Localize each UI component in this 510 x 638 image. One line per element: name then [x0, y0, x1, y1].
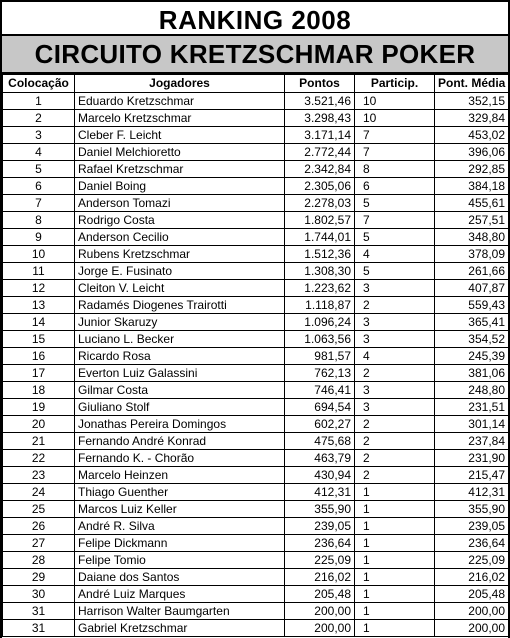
participations-cell: 2 — [355, 467, 435, 484]
table-row — [3, 348, 509, 365]
position-cell: 22 — [3, 450, 75, 467]
average-cell: 329,84 — [435, 110, 509, 127]
position-cell: 31 — [3, 603, 75, 620]
points-cell: 239,05 — [285, 518, 355, 535]
player-cell: Daniel Melchioretto — [75, 144, 285, 161]
table-row — [3, 263, 509, 280]
points-cell: 412,31 — [285, 484, 355, 501]
position-cell: 14 — [3, 314, 75, 331]
participations-cell: 1 — [355, 603, 435, 620]
player-cell: Everton Luiz Galassini — [75, 365, 285, 382]
position-cell: 12 — [3, 280, 75, 297]
table-row — [3, 212, 509, 229]
average-cell: 231,51 — [435, 399, 509, 416]
position-cell: 17 — [3, 365, 75, 382]
player-cell: Daniel Boing — [75, 178, 285, 195]
points-cell: 430,94 — [285, 467, 355, 484]
table-row — [3, 382, 509, 399]
player-cell: Luciano L. Becker — [75, 331, 285, 348]
points-cell: 602,27 — [285, 416, 355, 433]
average-cell: 559,43 — [435, 297, 509, 314]
table-row — [3, 144, 509, 161]
points-cell: 463,79 — [285, 450, 355, 467]
player-cell: Anderson Cecilio — [75, 229, 285, 246]
points-cell: 200,00 — [285, 603, 355, 620]
header-row — [3, 75, 509, 93]
position-cell: 6 — [3, 178, 75, 195]
ranking-title: RANKING 2008 — [2, 0, 508, 36]
points-cell: 1.512,36 — [285, 246, 355, 263]
position-cell: 21 — [3, 433, 75, 450]
participations-cell: 10 — [355, 110, 435, 127]
player-cell: Fernando K. - Chorão — [75, 450, 285, 467]
position-cell: 4 — [3, 144, 75, 161]
table-row — [3, 399, 509, 416]
position-cell: 1 — [3, 93, 75, 110]
player-cell: Rubens Kretzschmar — [75, 246, 285, 263]
player-cell: Cleber F. Leicht — [75, 127, 285, 144]
participations-cell: 5 — [355, 195, 435, 212]
player-cell: Anderson Tomazi — [75, 195, 285, 212]
player-cell: Fernando André Konrad — [75, 433, 285, 450]
header-points: Pontos — [285, 75, 355, 93]
player-cell: Ricardo Rosa — [75, 348, 285, 365]
average-cell: 257,51 — [435, 212, 509, 229]
average-cell: 237,84 — [435, 433, 509, 450]
position-cell: 13 — [3, 297, 75, 314]
table-row — [3, 331, 509, 348]
average-cell: 412,31 — [435, 484, 509, 501]
points-cell: 3.171,14 — [285, 127, 355, 144]
points-cell: 1.096,24 — [285, 314, 355, 331]
average-cell: 396,06 — [435, 144, 509, 161]
points-cell: 205,48 — [285, 586, 355, 603]
average-cell: 215,47 — [435, 467, 509, 484]
position-cell: 20 — [3, 416, 75, 433]
position-cell: 27 — [3, 535, 75, 552]
participations-cell: 3 — [355, 280, 435, 297]
player-cell: Marcos Luiz Keller — [75, 501, 285, 518]
position-cell: 15 — [3, 331, 75, 348]
points-cell: 1.744,01 — [285, 229, 355, 246]
participations-cell: 7 — [355, 212, 435, 229]
points-cell: 3.298,43 — [285, 110, 355, 127]
table-row — [3, 603, 509, 620]
circuit-subtitle: CIRCUITO KRETZSCHMAR POKER — [2, 36, 508, 74]
player-cell: Radamés Diogenes Trairotti — [75, 297, 285, 314]
points-cell: 1.308,30 — [285, 263, 355, 280]
participations-cell: 2 — [355, 450, 435, 467]
table-row — [3, 161, 509, 178]
table-row — [3, 229, 509, 246]
participations-cell: 1 — [355, 501, 435, 518]
participations-cell: 3 — [355, 382, 435, 399]
average-cell: 378,09 — [435, 246, 509, 263]
participations-cell: 2 — [355, 365, 435, 382]
header-player: Jogadores — [75, 75, 285, 93]
player-cell: Gabriel Kretzschmar — [75, 620, 285, 637]
player-cell: Rodrigo Costa — [75, 212, 285, 229]
position-cell: 30 — [3, 586, 75, 603]
table-row — [3, 569, 509, 586]
average-cell: 352,15 — [435, 93, 509, 110]
participations-cell: 5 — [355, 229, 435, 246]
points-cell: 694,54 — [285, 399, 355, 416]
points-cell: 3.521,46 — [285, 93, 355, 110]
table-row — [3, 178, 509, 195]
table-row — [3, 467, 509, 484]
player-cell: Daiane dos Santos — [75, 569, 285, 586]
position-cell: 28 — [3, 552, 75, 569]
position-cell: 16 — [3, 348, 75, 365]
player-cell: Harrison Walter Baumgarten — [75, 603, 285, 620]
points-cell: 1.118,87 — [285, 297, 355, 314]
average-cell: 355,90 — [435, 501, 509, 518]
player-cell: Cleiton V. Leicht — [75, 280, 285, 297]
table-row — [3, 552, 509, 569]
table-row — [3, 518, 509, 535]
participations-cell: 1 — [355, 620, 435, 637]
average-cell: 200,00 — [435, 603, 509, 620]
average-cell: 384,18 — [435, 178, 509, 195]
position-cell: 3 — [3, 127, 75, 144]
position-cell: 5 — [3, 161, 75, 178]
table-row — [3, 586, 509, 603]
position-cell: 8 — [3, 212, 75, 229]
average-cell: 225,09 — [435, 552, 509, 569]
points-cell: 2.305,06 — [285, 178, 355, 195]
position-cell: 7 — [3, 195, 75, 212]
table-row — [3, 484, 509, 501]
average-cell: 453,02 — [435, 127, 509, 144]
average-cell: 216,02 — [435, 569, 509, 586]
participations-cell: 1 — [355, 535, 435, 552]
table-row — [3, 433, 509, 450]
position-cell: 2 — [3, 110, 75, 127]
average-cell: 381,06 — [435, 365, 509, 382]
player-cell: Rafael Kretzschmar — [75, 161, 285, 178]
header-average: Pont. Média — [435, 75, 509, 93]
table-row — [3, 450, 509, 467]
player-cell: Marcelo Kretzschmar — [75, 110, 285, 127]
position-cell: 9 — [3, 229, 75, 246]
average-cell: 205,48 — [435, 586, 509, 603]
table-row — [3, 297, 509, 314]
participations-cell: 4 — [355, 246, 435, 263]
table-row — [3, 535, 509, 552]
player-cell: Eduardo Kretzschmar — [75, 93, 285, 110]
participations-cell: 2 — [355, 297, 435, 314]
average-cell: 348,80 — [435, 229, 509, 246]
points-cell: 475,68 — [285, 433, 355, 450]
points-cell: 1.802,57 — [285, 212, 355, 229]
player-cell: Jorge E. Fusinato — [75, 263, 285, 280]
average-cell: 354,52 — [435, 331, 509, 348]
points-cell: 200,00 — [285, 620, 355, 637]
position-cell: 31 — [3, 620, 75, 637]
position-cell: 24 — [3, 484, 75, 501]
average-cell: 292,85 — [435, 161, 509, 178]
position-cell: 19 — [3, 399, 75, 416]
participations-cell: 2 — [355, 433, 435, 450]
points-cell: 355,90 — [285, 501, 355, 518]
points-cell: 762,13 — [285, 365, 355, 382]
average-cell: 455,61 — [435, 195, 509, 212]
participations-cell: 1 — [355, 586, 435, 603]
average-cell: 248,80 — [435, 382, 509, 399]
participations-cell: 3 — [355, 314, 435, 331]
position-cell: 25 — [3, 501, 75, 518]
participations-cell: 7 — [355, 144, 435, 161]
table-row — [3, 93, 509, 110]
player-cell: Felipe Tomio — [75, 552, 285, 569]
average-cell: 231,90 — [435, 450, 509, 467]
points-cell: 746,41 — [285, 382, 355, 399]
average-cell: 301,14 — [435, 416, 509, 433]
player-cell: André R. Silva — [75, 518, 285, 535]
average-cell: 200,00 — [435, 620, 509, 637]
participations-cell: 1 — [355, 569, 435, 586]
participations-cell: 1 — [355, 518, 435, 535]
points-cell: 216,02 — [285, 569, 355, 586]
table-row — [3, 501, 509, 518]
points-cell: 1.063,56 — [285, 331, 355, 348]
table-row — [3, 620, 509, 637]
player-cell: Felipe Dickmann — [75, 535, 285, 552]
position-cell: 11 — [3, 263, 75, 280]
table-row — [3, 365, 509, 382]
average-cell: 236,64 — [435, 535, 509, 552]
average-cell: 407,87 — [435, 280, 509, 297]
average-cell: 261,66 — [435, 263, 509, 280]
average-cell: 245,39 — [435, 348, 509, 365]
participations-cell: 7 — [355, 127, 435, 144]
player-cell: Junior Skaruzy — [75, 314, 285, 331]
points-cell: 2.278,03 — [285, 195, 355, 212]
average-cell: 239,05 — [435, 518, 509, 535]
table-row — [3, 127, 509, 144]
participations-cell: 3 — [355, 331, 435, 348]
table-row — [3, 314, 509, 331]
participations-cell: 6 — [355, 178, 435, 195]
points-cell: 2.772,44 — [285, 144, 355, 161]
ranking-table — [2, 74, 509, 637]
table-row — [3, 246, 509, 263]
points-cell: 2.342,84 — [285, 161, 355, 178]
points-cell: 225,09 — [285, 552, 355, 569]
position-cell: 29 — [3, 569, 75, 586]
player-cell: Gilmar Costa — [75, 382, 285, 399]
position-cell: 26 — [3, 518, 75, 535]
header-participations: Particip. — [355, 75, 435, 93]
table-row — [3, 195, 509, 212]
participations-cell: 10 — [355, 93, 435, 110]
points-cell: 981,57 — [285, 348, 355, 365]
participations-cell: 2 — [355, 416, 435, 433]
position-cell: 23 — [3, 467, 75, 484]
player-cell: Giuliano Stolf — [75, 399, 285, 416]
player-cell: André Luiz Marques — [75, 586, 285, 603]
table-row — [3, 416, 509, 433]
participations-cell: 8 — [355, 161, 435, 178]
points-cell: 236,64 — [285, 535, 355, 552]
participations-cell: 4 — [355, 348, 435, 365]
player-cell: Jonathas Pereira Domingos — [75, 416, 285, 433]
participations-cell: 3 — [355, 399, 435, 416]
table-row — [3, 280, 509, 297]
participations-cell: 1 — [355, 552, 435, 569]
header-position: Colocação — [3, 75, 75, 93]
position-cell: 18 — [3, 382, 75, 399]
average-cell: 365,41 — [435, 314, 509, 331]
player-cell: Marcelo Heinzen — [75, 467, 285, 484]
participations-cell: 1 — [355, 484, 435, 501]
participations-cell: 5 — [355, 263, 435, 280]
position-cell: 10 — [3, 246, 75, 263]
table-row — [3, 110, 509, 127]
points-cell: 1.223,62 — [285, 280, 355, 297]
player-cell: Thiago Guenther — [75, 484, 285, 501]
